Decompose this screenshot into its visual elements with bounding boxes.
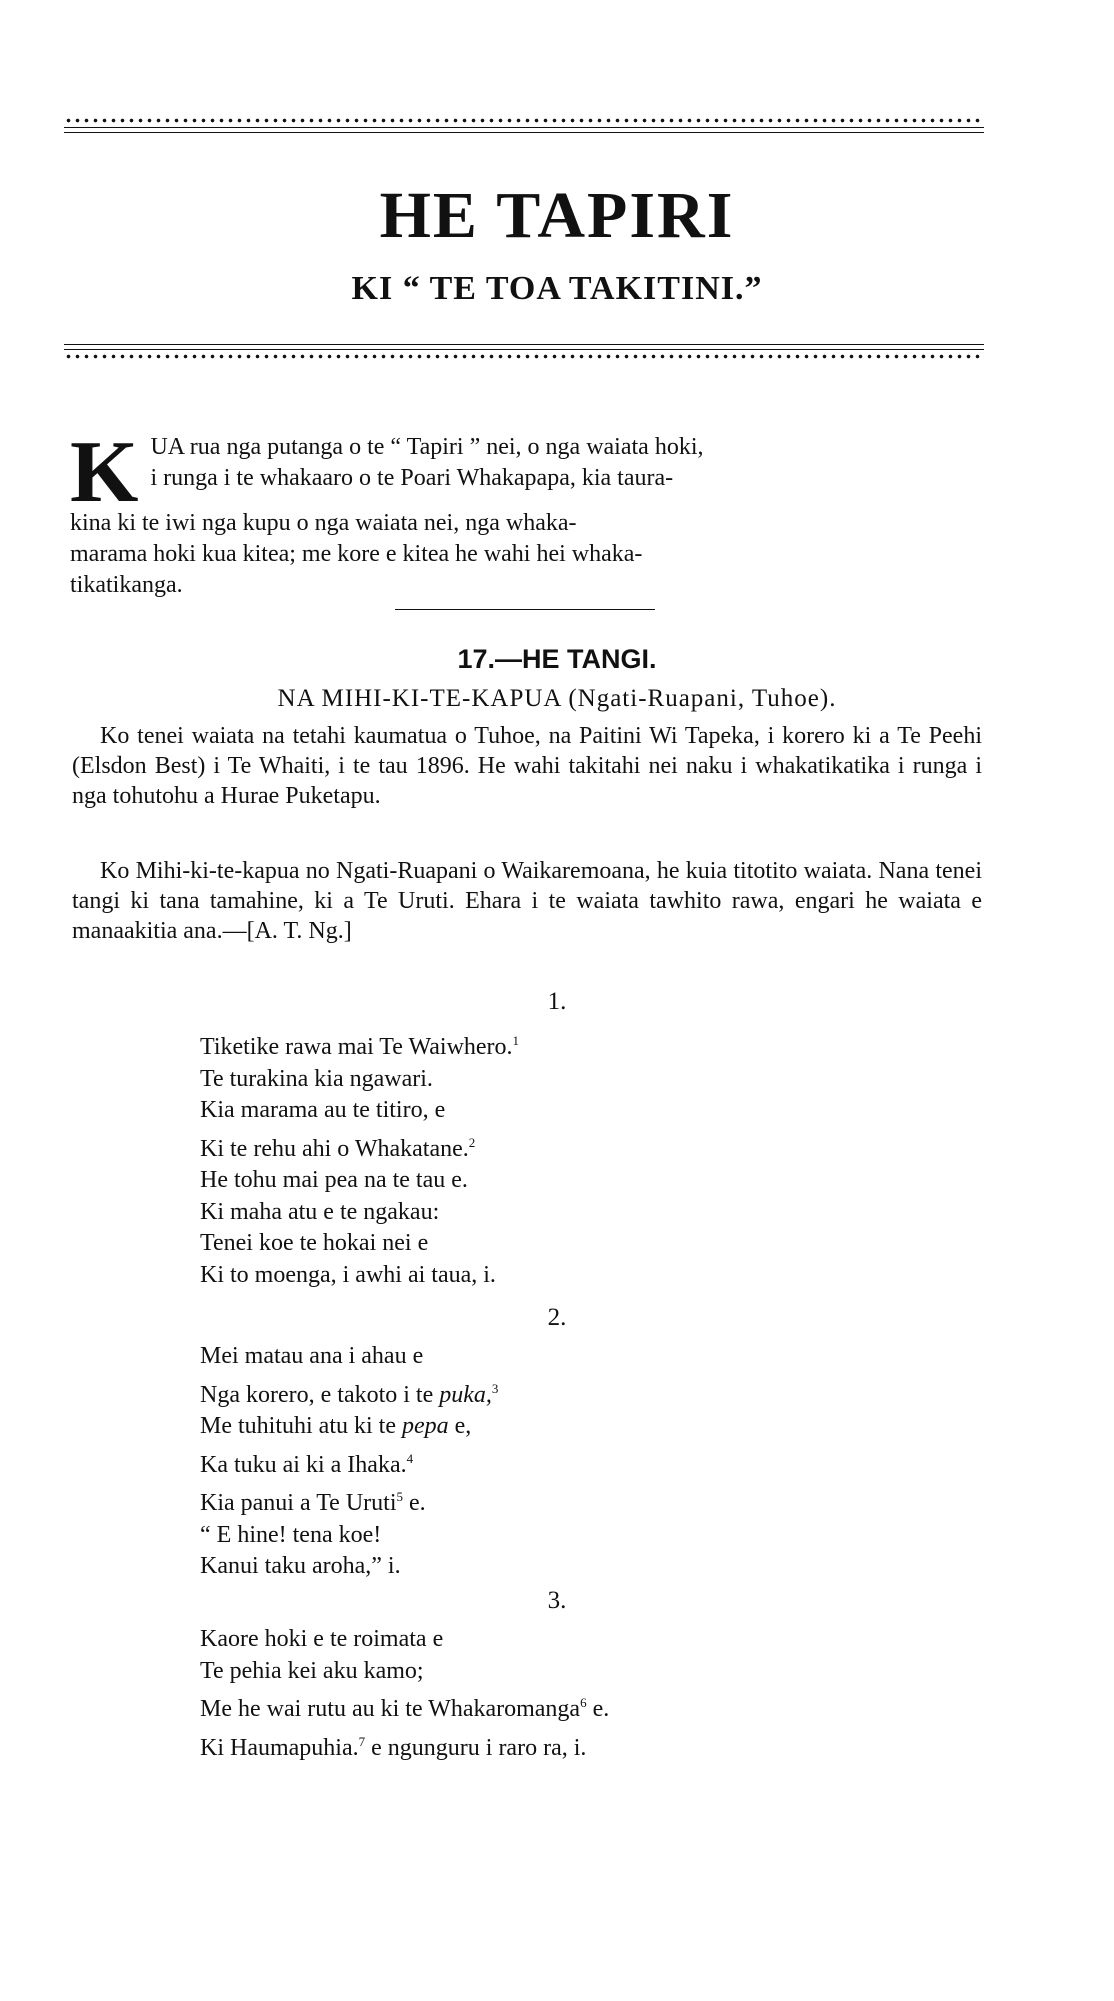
verse-line [200, 1551, 960, 1583]
verse-line [200, 1520, 960, 1552]
verse-line [200, 1095, 960, 1127]
verse-line [200, 1228, 960, 1260]
footnote-marker: 3 [491, 1380, 499, 1396]
verse-text-tail: e. [586, 1696, 610, 1722]
stanza [200, 1025, 960, 1291]
footnote-marker: 1 [512, 1033, 520, 1048]
verse-text: Te turakina kia ngawari. [200, 1065, 433, 1092]
body-paragraph: Ko Mihi-ki-te-kapua no Ngati-Ruapani o Waikaremoana, he kuia titotito waiata. Nana tenei tangi ki tana tamahine, ki a Te Uruti. Ehara i te waiata tawhito rawa, engari he waiata e manaakitia ana.—[A. T. Ng.] [72, 858, 982, 944]
body-paragraph: Ko tenei waiata na tetahi kaumatua o Tuhoe, na Paitini Wi Tapeka, i korero ki a Te Peehi (Elsdon Best) i Te Whaiti, i te tau 1896. He wahi takitahi nei naku i whakatikatika i runga i nga tohutohu a Hurae Puketapu. [72, 723, 982, 809]
stanza-number: 3. [547, 1587, 567, 1614]
verse-text: Kaore hoki e te roimata e [200, 1626, 444, 1652]
intro-line: tikatikanga. [70, 572, 183, 598]
verse-text: He tohu mai pea na te tau e. [200, 1167, 468, 1193]
intro-line: kina ki te iwi nga kupu o nga waiata nei, nga whaka- [70, 510, 577, 536]
stanza-number: 2. [547, 1304, 567, 1331]
verse-text: Ki Haumapuhia. [200, 1734, 359, 1761]
verse-line [200, 1481, 960, 1520]
section-divider [395, 609, 655, 610]
verse-line [200, 1260, 960, 1292]
intro-paragraph [70, 424, 980, 601]
verse-line [200, 1726, 960, 1765]
verse-line [200, 1197, 960, 1229]
verse-line [200, 1064, 960, 1096]
verse-italic-word: pepa [401, 1413, 449, 1439]
verse-line [200, 1624, 960, 1656]
footnote-marker: 7 [358, 1733, 366, 1749]
verse-text: Kia panui a Te Uruti [200, 1490, 397, 1516]
stanza [200, 1624, 960, 1764]
verse-text-tail: e ngunguru i raro ra, i. [365, 1734, 587, 1761]
verse-italic-word: puka, [439, 1381, 492, 1408]
footnote-marker: 4 [406, 1450, 414, 1466]
verse-text: Tiketike rawa mai Te Waiwhero. [200, 1034, 513, 1060]
verse-text: Te pehia kei aku kamo; [200, 1657, 424, 1684]
verse-line [200, 1656, 960, 1688]
verse-text: Ki maha atu e te ngakau: [200, 1198, 440, 1225]
verse-text-tail: e. [403, 1490, 426, 1516]
intro-line: marama hoki kua kitea; me kore e kitea he wahi hei whaka- [70, 541, 643, 567]
page-subtitle: KI “ TE TOA TAKITINI.” [351, 270, 763, 307]
verse-text: Ki te rehu ahi o Whakatane. [200, 1135, 469, 1162]
verse-text: Me he wai rutu au ki te Whakaromanga [200, 1696, 581, 1722]
verse-line [200, 1443, 960, 1482]
drop-cap: K [70, 424, 139, 521]
stanza [200, 1341, 960, 1583]
verse-line [200, 1127, 960, 1166]
verse-text: Ki to moenga, i awhi ai taua, i. [200, 1261, 496, 1288]
verse-line [200, 1165, 960, 1197]
verse-text: Kanui taku aroha,” i. [200, 1553, 401, 1579]
page-title: HE TAPIRI [379, 179, 735, 252]
verse-text-tail: e, [448, 1413, 472, 1439]
intro-line: i runga i te whakaaro o te Poari Whakapapa, kia taura- [150, 465, 674, 491]
intro-line: UA rua nga putanga o te “ Tapiri ” nei, o nga waiata hoki, [150, 434, 704, 460]
verse-text: Tenei koe te hokai nei e [200, 1230, 429, 1256]
footnote-marker: 6 [580, 1695, 587, 1710]
verse-line [200, 1373, 960, 1412]
verse-line [200, 1687, 960, 1726]
verse-text: Ka tuku ai ki a Ihaka. [200, 1451, 407, 1478]
footnote-marker: 5 [396, 1489, 403, 1504]
verse-line [200, 1341, 960, 1373]
stanza-number: 1. [547, 988, 567, 1015]
verse-text: Kia marama au te titiro, e [200, 1097, 446, 1123]
verse-line [200, 1025, 960, 1064]
section-attribution: NA MIHI-KI-TE-KAPUA (Ngati-Ruapani, Tuhoe). [277, 685, 837, 712]
top-ornament-rule [64, 118, 984, 133]
footnote-marker: 2 [468, 1134, 476, 1150]
verse-text: “ E hine! tena koe! [200, 1521, 382, 1548]
verse-text: Mei matau ana i ahau e [200, 1343, 424, 1369]
verse-line [200, 1411, 960, 1443]
verse-text: Me tuhituhi atu ki te [200, 1413, 402, 1439]
section-title: 17.—HE TANGI. [457, 644, 657, 674]
bottom-ornament-rule [64, 344, 984, 359]
verse-text: Nga korero, e takoto i te [200, 1381, 440, 1408]
